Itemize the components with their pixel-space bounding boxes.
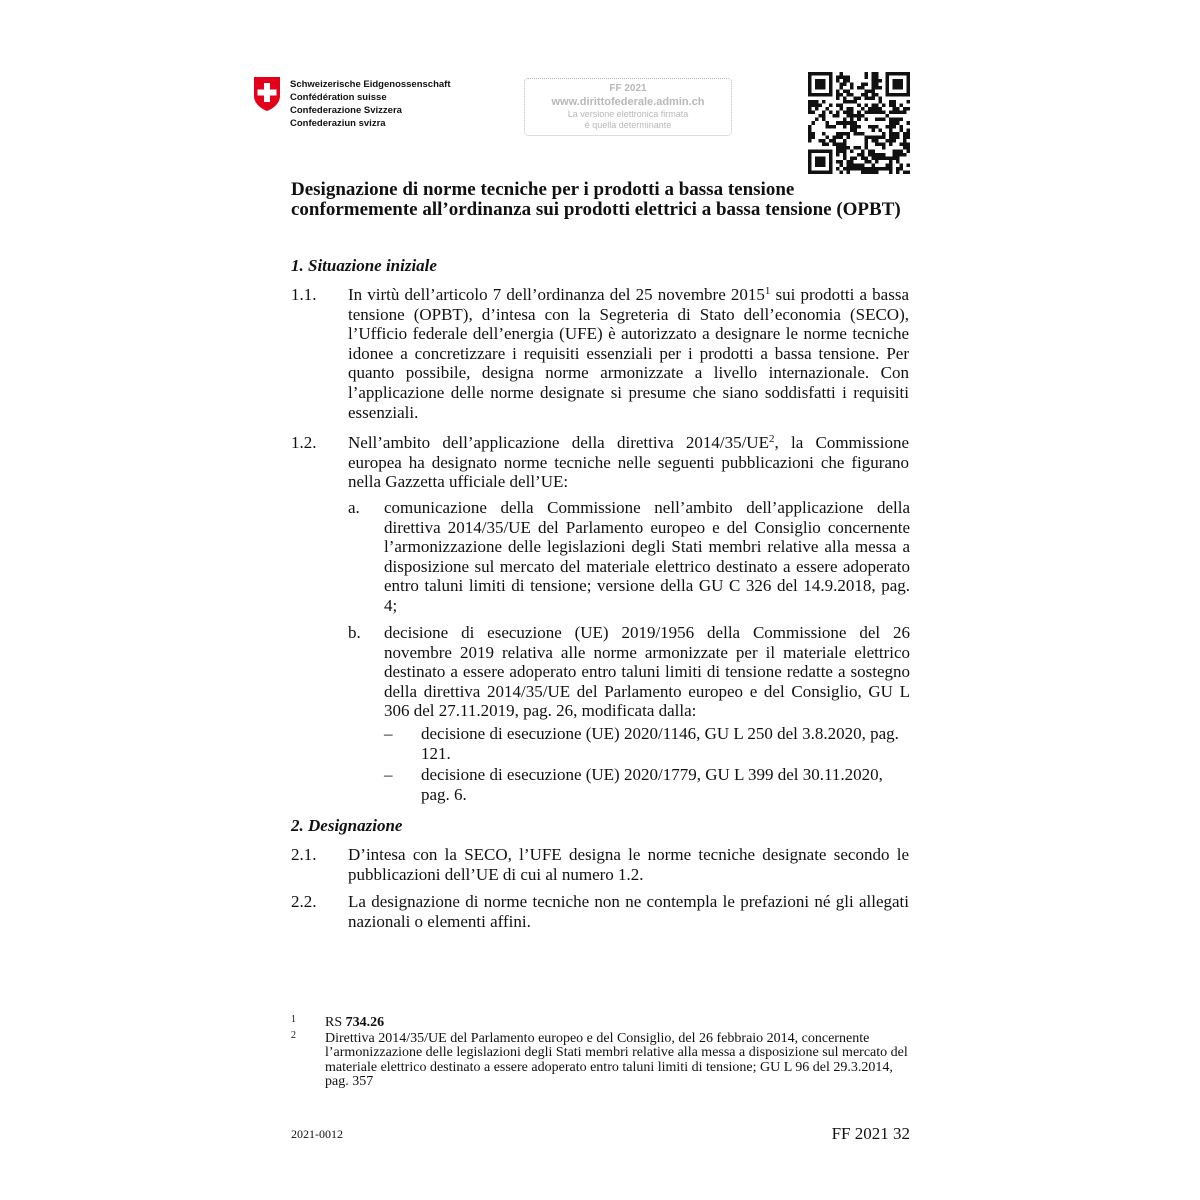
section-heading-designazione: 2. Designazione [291, 816, 403, 835]
footnote-ref-2[interactable]: 2 [768, 433, 775, 445]
dash-mark: – [384, 724, 393, 743]
stamp-note-2: è quella determinante [584, 120, 672, 130]
document-header [252, 74, 912, 174]
agency-name-it: Confederazione Svizzera [290, 105, 402, 116]
paragraph-text: Nell’ambito dell’applicazione della direttiva $2014/35/UE^2$, la Commissione europea ha designato norme tecniche nelle seguenti pubblicazioni che figurano nella Gazzetta ufficiale dell’UE: [348, 433, 910, 492]
footnote-text: RS 734.26 [325, 1015, 385, 1030]
list-letter: a. [348, 498, 360, 517]
publication-stamp [524, 78, 732, 136]
paragraph-number: 2.1. [291, 845, 317, 864]
list-item-text: comunicazione della Commissione nell’ambito dell’applicazione della direttiva 2014/35/UE del Parlamento europeo e del Consiglio concernente l’armonizzazione delle legislazioni degli Stati membri relative alla messa a disposizione sul mercato del materiale elettrico destinato a essere adoperato entro taluni limiti di tensione; versione della GU C 326 del 14.9.2018, pag. 4; [384, 498, 910, 615]
list-item-text: decisione di esecuzione (UE) 2019/1956 della Commissione del 26 novembre 2019 relativa alle norme armonizzate per il materiale elettrico destinato a essere adoperato entro taluni limiti di tensione redatte a sostegno della direttiva 2014/35/UE del Parlamento europeo e del Consiglio, GU L 306 del 27.11.2019, pag. 26, modificata dalla: [384, 623, 910, 721]
footnote-1 [291, 1016, 911, 1031]
stamp-note-1: La versione elettronica firmata [567, 109, 689, 119]
paragraph-number: 1.1. [291, 285, 317, 304]
paragraph-text: In virtù dell’articolo 7 dell’ordinanza del 25 novembre 2015$^1$ sui prodotti a bassa tensione (OPBT), d’intesa con la Segreteria di Stato dell’economia (SECO), l’Ufficio federale dell’energia (UFE) è autorizzato a designare le norme tecniche idonee a concretizzare i requisiti essenziali per i prodotti a bassa tensione. Per quanto possibile, designa norme armonizzate a livello internazionale. Con l’applicazione delle norme designate si presume che siano soddisfatti i requisiti essenziali. [348, 285, 909, 422]
footnotes [291, 1016, 911, 1091]
paragraph-text: D’intesa con la SECO, l’UFE designa le norme tecniche designate secondo le pubblicazioni dell’UE di cui al numero 1.2. [348, 845, 909, 884]
stamp-website: www.dirittofederale.admin.ch [551, 96, 705, 108]
list-letter: b. [348, 623, 361, 642]
stamp-volume: FF 2021 [609, 83, 647, 94]
dash-item-text: decisione di esecuzione (UE) 2020/1146, GU L 250 del 3.8.2020, pag. 121. [421, 724, 899, 763]
footnote-2 [291, 1029, 911, 1090]
footnote-number: 1 [291, 1014, 296, 1025]
federal-administration-names [290, 78, 451, 130]
document-title: Designazione di norme tecniche per i prodotti a bassa tensione conformemente all’ordinanza sui prodotti elettrici a bassa tensione (OPBT) [291, 179, 901, 220]
page-reference: FF 2021 32 [831, 1124, 910, 1143]
paragraph-number: 2.2. [291, 892, 317, 911]
paragraph-text: La designazione di norme tecniche non ne contempla le prefazioni né gli allegati nazionali o elementi affini. [348, 892, 909, 931]
paragraph-number: 1.2. [291, 433, 317, 452]
footnote-text: Direttiva 2014/35/UE del Parlamento europeo e del Consiglio, del 26 febbraio 2014, concernente l’armonizzazione delle legislazioni degli Stati membri relative alla messa a disposizione sul mercato del materiale elettrico destinato a essere adoperato entro taluni limiti di tensione; GU L 96 del 29.3.2014, pag. 357 [325, 1030, 908, 1089]
rs-reference: 734.26 [345, 1015, 385, 1030]
dash-item-text: decisione di esecuzione (UE) 2020/1779, GU L 399 del 30.11.2020, pag. 6. [421, 765, 883, 804]
document-code: 2021-0012 [291, 1127, 343, 1141]
agency-name-rm: Confederaziun svizra [290, 118, 386, 129]
footnote-number: 2 [291, 1029, 296, 1041]
section-heading-situazione: 1. Situazione iniziale [291, 256, 437, 275]
qr-code-icon [808, 72, 910, 174]
agency-name-de: Schweizerische Eidgenossenschaft [290, 79, 451, 90]
footnote-ref-1[interactable]: 1 [764, 285, 771, 297]
agency-name-fr: Confédération suisse [290, 92, 387, 103]
dash-mark: – [384, 765, 393, 784]
swiss-cross-emblem-icon [252, 76, 282, 112]
